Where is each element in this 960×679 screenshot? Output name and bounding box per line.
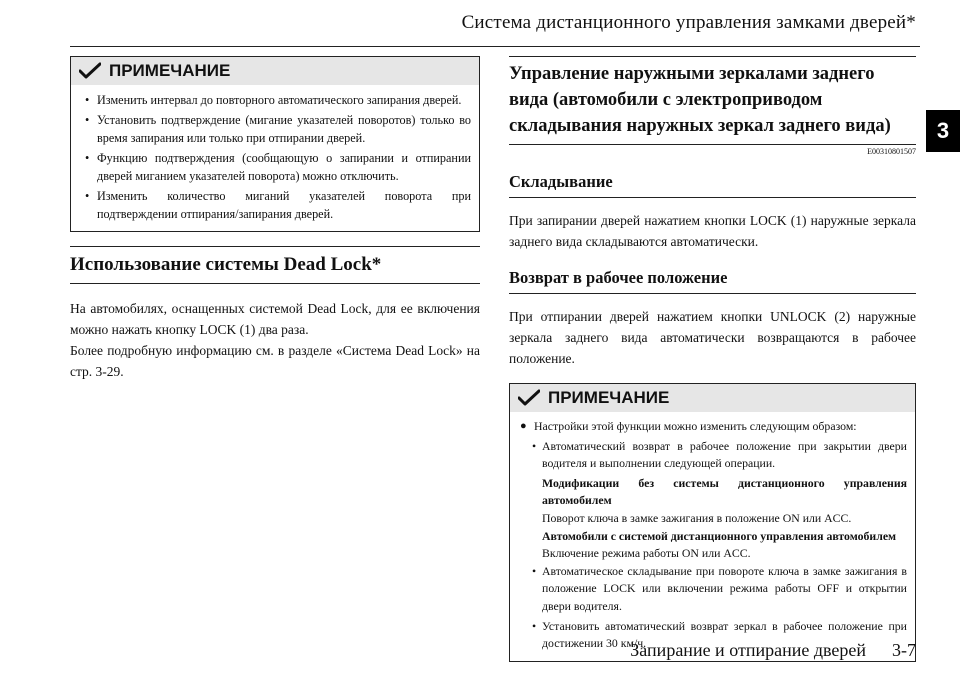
- paragraph: Более подробную информацию см. в разделе «Система Dead Lock» на стр. 3-29.: [70, 343, 480, 379]
- section-title-mirrors: Управление наружными зеркалами заднего вида (автомобили с электроприводом складывания наружных зеркал заднего вида): [509, 56, 916, 145]
- note-item: • Установить подтверждение (мигание указателей поворотов) только во время запирания или только при отпирании дверей.: [85, 113, 471, 145]
- running-header: Система дистанционного управления замками дверей*: [461, 12, 916, 33]
- note-text: Включение режима работы ON или ACC.: [542, 546, 751, 561]
- return-text: При отпирании дверей нажатием кнопки UNLOCK (2) наружные зеркала заднего вида автоматически возвращаются в рабочее положение.: [509, 309, 916, 366]
- note-item: • Функцию подтверждения (сообщающую о запирании и отпирании дверей миганием указателей поворота) можно отключить.: [85, 151, 471, 183]
- left-column: [70, 56, 480, 382]
- note-sub-item: • Автоматическое складывание при повороте ключа в замке зажигания в положение LOCK или включении режима работы OFF и открытии двери водителя.: [532, 563, 907, 613]
- note-subheading: Модификации без системы дистанционного управления автомобилем: [542, 475, 907, 508]
- subtitle-folding: Складывание: [509, 172, 916, 198]
- chapter-tab[interactable]: 3: [926, 110, 960, 152]
- note-text: Поворот ключа в замке зажигания в положение ON или ACC.: [542, 510, 852, 525]
- page-footer: [630, 640, 916, 661]
- note-box: [509, 383, 916, 662]
- note-subheading: Автомобили с системой дистанционного управления автомобилем: [542, 528, 897, 543]
- note-item: • Изменить интервал до повторного автоматического запирания дверей.: [85, 93, 462, 107]
- checkmark-icon: [79, 62, 101, 80]
- note-header: [71, 57, 479, 85]
- note-sub-item: • Автоматический возврат в рабочее положение при закрытии двери водителя и выполнении следующей операции.: [532, 438, 907, 471]
- section-title-dead-lock: Использование системы Dead Lock*: [70, 246, 480, 284]
- subtitle-return: Возврат в рабочее положение: [509, 268, 916, 294]
- note-body: [510, 412, 915, 661]
- checkmark-icon: [518, 389, 540, 407]
- header-divider: [70, 46, 920, 47]
- paragraph: На автомобилях, оснащенных системой Dead Lock, для ее включения можно нажать кнопку LOCK (1) два раза.: [70, 301, 480, 337]
- note-box: [70, 56, 480, 232]
- right-column: [509, 56, 916, 662]
- note-main-item: ● Настройки этой функции можно изменить следующим образом:: [520, 419, 857, 433]
- note-title: ПРИМЕЧАНИЕ: [109, 61, 231, 80]
- folding-text: При запирании дверей нажатием кнопки LOCK (1) наружные зеркала заднего вида складываются автоматически.: [509, 213, 916, 249]
- footer-section: Запирание и отпирание дверей: [630, 640, 866, 660]
- note-item: • Изменить количество миганий указателей поворота при подтверждении отпирания/запирания дверей.: [85, 189, 471, 221]
- doc-code: E00310801507: [867, 147, 916, 156]
- note-sub-item: • Установить автоматический возврат зеркал в рабочее положение при достижении 30 км/ч.: [532, 618, 907, 651]
- note-header: [510, 384, 915, 412]
- note-body: [71, 85, 479, 231]
- note-title: ПРИМЕЧАНИЕ: [548, 388, 670, 407]
- page-number: 3-7: [892, 640, 916, 660]
